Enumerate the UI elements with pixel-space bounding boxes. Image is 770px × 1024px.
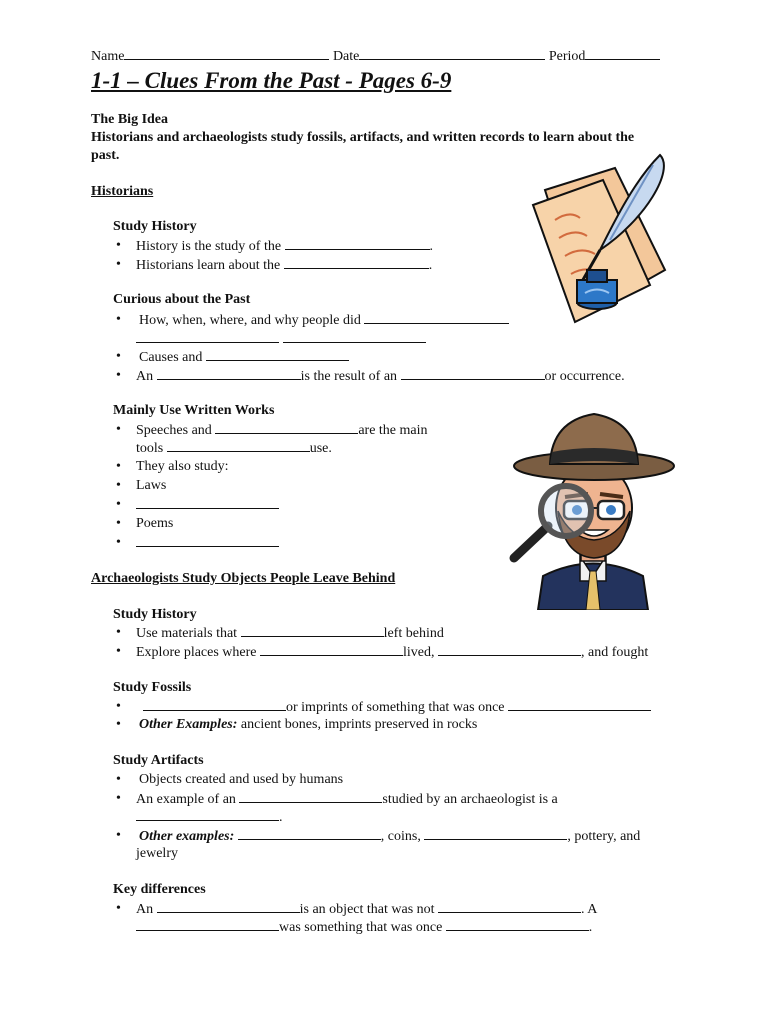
- page-title: 1-1 – Clues From the Past - Pages 6-9: [91, 68, 452, 93]
- big-idea-heading: The Big Idea: [91, 112, 169, 127]
- bullet: •: [116, 828, 121, 843]
- answer-blank[interactable]: [136, 496, 279, 509]
- answer-blank[interactable]: [446, 918, 589, 931]
- list-item: Causes and: [139, 348, 349, 366]
- answer-blank[interactable]: [284, 256, 429, 269]
- list-item: Objects created and used by humans: [139, 772, 344, 787]
- list-item-continuation: tools use.: [136, 441, 332, 456]
- answer-blank[interactable]: [136, 808, 279, 821]
- answer-blank[interactable]: [438, 643, 581, 656]
- answer-blank[interactable]: [260, 643, 403, 656]
- bullet: •: [116, 772, 121, 787]
- list-item: An is an object that was not . A: [136, 902, 598, 917]
- bullet: •: [116, 312, 121, 327]
- answer-blank[interactable]: [364, 311, 509, 324]
- list-item: Use materials that left behind: [136, 626, 444, 641]
- bullet: •: [116, 497, 121, 512]
- list-item: [136, 496, 279, 514]
- list-item-continuation: [136, 330, 426, 348]
- answer-blank[interactable]: [206, 348, 349, 361]
- list-item: How, when, where, and why people did: [139, 311, 509, 329]
- answer-blank[interactable]: [241, 624, 384, 637]
- period-blank[interactable]: [585, 47, 660, 60]
- study-artifacts-heading: Study Artifacts: [113, 753, 204, 768]
- bullet: •: [116, 422, 121, 437]
- list-item: Poems: [136, 516, 174, 531]
- bullet: •: [116, 717, 121, 732]
- study-fossils-heading: Study Fossils: [113, 680, 192, 695]
- list-item: Historians learn about the .: [136, 258, 433, 273]
- historians-heading: Historians: [91, 184, 154, 199]
- answer-blank[interactable]: [136, 330, 279, 343]
- bullet: •: [116, 535, 121, 550]
- answer-blank[interactable]: [424, 827, 567, 840]
- study-history-heading: Study History: [113, 607, 197, 622]
- bullet: •: [116, 699, 121, 714]
- bullet: •: [116, 349, 121, 364]
- list-item: History is the study of the .: [136, 239, 434, 254]
- list-item: Explore places where lived, , and fought: [136, 645, 649, 660]
- quill-parchment-illustration: [525, 150, 675, 325]
- list-item: Other Examples: ancient bones, imprints preserved in rocks: [139, 717, 478, 732]
- date-blank[interactable]: [359, 47, 545, 60]
- archaeologists-heading: Archaeologists Study Objects People Leave Behind: [91, 571, 396, 586]
- answer-blank[interactable]: [157, 367, 301, 380]
- name-field-row[interactable]: [91, 47, 660, 65]
- bullet: •: [116, 901, 121, 916]
- study-history-heading: Study History: [113, 219, 197, 234]
- bullet: •: [116, 368, 121, 383]
- list-item: or imprints of something that was once: [143, 698, 651, 716]
- big-idea-text: Historians and archaeologists study fossils, artifacts, and written records to learn about the: [91, 130, 635, 145]
- bullet: •: [116, 791, 121, 806]
- list-item-continuation: jewelry: [136, 846, 178, 861]
- answer-blank[interactable]: [167, 439, 310, 452]
- list-item-continuation: .: [136, 808, 283, 826]
- list-item: Laws: [136, 478, 167, 493]
- answer-blank[interactable]: [438, 900, 581, 913]
- list-item: An example of an studied by an archaeologist is a: [136, 792, 558, 807]
- list-item: Other examples: , coins, , pottery, and: [139, 829, 641, 844]
- answer-blank[interactable]: [239, 790, 382, 803]
- answer-blank[interactable]: [215, 421, 358, 434]
- list-item: [136, 534, 279, 552]
- big-idea-text-2: past.: [91, 148, 120, 163]
- bullet: •: [116, 459, 121, 474]
- key-differences-heading: Key differences: [113, 882, 206, 897]
- bullet: •: [116, 257, 121, 272]
- list-item-continuation: was something that was once .: [136, 918, 592, 936]
- bullet: •: [116, 644, 121, 659]
- answer-blank[interactable]: [136, 918, 279, 931]
- list-item: An is the result of an or occurrence.: [136, 369, 625, 384]
- answer-blank[interactable]: [157, 900, 300, 913]
- date-label: Date: [332, 49, 360, 64]
- curious-heading: Curious about the Past: [113, 292, 251, 307]
- answer-blank[interactable]: [136, 534, 279, 547]
- bullet: •: [116, 238, 121, 253]
- answer-blank[interactable]: [285, 237, 430, 250]
- name-label: Name: [91, 49, 125, 64]
- bullet: •: [116, 478, 121, 493]
- name-blank[interactable]: [124, 47, 329, 60]
- period-label: Period: [548, 49, 586, 64]
- bullet: •: [116, 516, 121, 531]
- answer-blank[interactable]: [401, 367, 545, 380]
- list-item: They also study:: [136, 459, 229, 474]
- answer-blank[interactable]: [508, 698, 651, 711]
- answer-blank[interactable]: [283, 330, 426, 343]
- bullet: •: [116, 625, 121, 640]
- written-works-heading: Mainly Use Written Works: [113, 403, 275, 418]
- detective-avatar: [508, 406, 680, 610]
- answer-blank[interactable]: [238, 827, 381, 840]
- list-item: Speeches and are the main: [136, 423, 428, 438]
- answer-blank[interactable]: [143, 698, 286, 711]
